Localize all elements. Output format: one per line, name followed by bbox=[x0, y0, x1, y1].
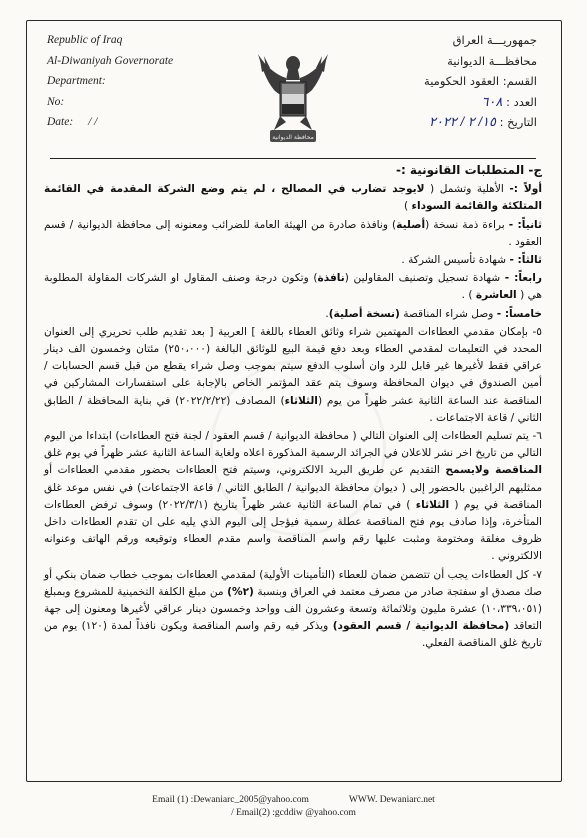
clause-6-bid-submission: ٦- يتم تسليم العطاءات إلى العنوان التالي ( محافظة الديوانية / قسم العقود / لجنة فتح العطاءات) ابتداءا من اليوم التالي من تاريخ اخر نشر للاعلان في الجرائد الرسمية المذكورة اعلاه ولغاية الساعة الثانية عشر ظهراً في يوم غلق المناقصة ولايسمح التقديم عن طريق البريد الالكتروني، وسيتم فتح العطاءات بحضور مقدمي العطاءات أو ممثليهم الراغبين بالحضور إلى ( ديوان محافظة الديوانية / الطابق الثاني / قاعة الاجتماعات) في نفس موعد غلق المناقصة في يوم ( الثلاثاء ) في تمام الساعة الثانية عشر ظهراً بتاريخ (٢٠٢٢/٣/١) وسوف ترفض العطاءات المتأخرة، وإذا صادف يوم فتح المناقصة عطلة رسمية فيؤجل إلى اليوم الذي يليه على ان تقدم العطاءات داخل ظروف مغلقة ومختومة ومثبت عليها رقم واسم المناقصة واسم مقدم العطاء وتوقيعه ورقم الهاتف وعنوانه الالكتروني . bbox=[44, 430, 542, 563]
date-label-en: Date: bbox=[47, 116, 74, 128]
number-label-en: No: bbox=[47, 95, 65, 108]
req-first-label: أولاً :- bbox=[509, 183, 542, 196]
requirement-fourth: رابعاً: - شهادة تسجيل وتصنيف المقاولين (نافذة) وتكون درجة وصنف المقاول او الشركات المقاولة المطلوبة هي ( العاشرة ) . bbox=[44, 272, 542, 302]
country-name-ar: جمهوريـــة العراق bbox=[452, 33, 537, 47]
requirement-second: ثانياً: - براءة ذمة نسخة (أصلية) ونافذة صادرة من الهيئة العامة للضرائب ومعنونه إلى محافظة الديوانية / قسم العقود . bbox=[44, 218, 542, 248]
header-divider bbox=[50, 158, 536, 159]
department-ar: القسم: العقود الحكومية bbox=[424, 74, 537, 88]
footer-website: WWW. Dewaniarc.net bbox=[348, 795, 435, 805]
number-line-ar bbox=[367, 92, 537, 113]
requirement-fifth: خامساً: - وصل شراء المناقصة (نسخة أصلية). bbox=[325, 307, 542, 320]
footer-contact bbox=[0, 794, 587, 820]
header-arabic bbox=[367, 30, 537, 133]
req-fourth-label: رابعاً: - bbox=[504, 272, 542, 285]
footer-email-2: / Email(2) :gcddiw @yahoo.com bbox=[231, 808, 356, 818]
number-label-ar: العدد : bbox=[506, 94, 537, 109]
date-value-handwritten: ١٥/ ٢ / ٢٠٢٢ bbox=[428, 114, 496, 129]
number-value-handwritten: ٦٠٨ bbox=[481, 93, 503, 109]
iraq-eagle-emblem bbox=[256, 50, 330, 148]
country-name-en: Republic of Iraq bbox=[47, 34, 123, 46]
clause-7-bid-guarantee: ٧- كل العطاءات يجب أن تتضمن ضمان للعطاء (التأمينات الأولية) لمقدمي العطاءات بموجب خطاب ضمان بنكي أو صك مصدق او سفتجة صادر من مصرف معتمد في العراق وبنسبة (٢%) من مبلغ الكلفة التخمينية للمشروع وبمبلغ (١٠،٣٣٩،٠٥١) عشرة مليون وثلاثمائة وتسعة وعشرون الف وواحد وخمسون دينار عراقي لأغيرها ومعنون إلى جهة التعاقد (محافظة الديوانية / قسم العقود) ويذكر فيه رقم واسم المناقصة ويكون نافذاً لمدة (١٢٠) يوم من تاريخ غلق المناقصة الفعلي. bbox=[44, 568, 542, 650]
footer-email-1: Email (1) :Dewaniarc_2005@yahoo.com bbox=[152, 795, 309, 805]
legal-requirements-body bbox=[44, 162, 542, 654]
requirement-third: ثالثاً: - شهادة تأسيس الشركة . bbox=[401, 254, 542, 267]
req-third-label: ثالثاً: - bbox=[509, 254, 542, 267]
date-line-ar bbox=[367, 112, 537, 133]
governorate-name-ar: محافظـــة الديوانية bbox=[447, 53, 537, 68]
section-heading: ج- المتطلبات القانونية :- bbox=[395, 163, 542, 177]
date-label-ar: التاريخ : bbox=[499, 115, 537, 129]
date-placeholder-en: / / bbox=[88, 116, 98, 128]
governorate-name-en: Al-Diwaniyah Governorate bbox=[47, 54, 174, 67]
emblem-caption: محافظة الديوانية bbox=[272, 134, 314, 141]
date-line-en bbox=[47, 112, 237, 133]
footer-line-1 bbox=[0, 794, 587, 807]
department-label-en: Department: bbox=[47, 75, 106, 87]
req-second-label: ثانياً: - bbox=[508, 218, 542, 231]
header-english bbox=[47, 30, 237, 133]
req-fifth-label: خامساً: - bbox=[496, 307, 542, 320]
requirement-first: أولاً :- الأهلية وتشمل ( لايوجد تضارب في المصالح ، لم يتم وضع الشركة المقدمة في القائمة المتلكئة والقائمة السوداء ) bbox=[44, 183, 542, 213]
clause-5-documents-purchase: ٥- بإمكان مقدمي العطاءات المهتمين شراء وثائق العطاء باللغة ] العربية [ بعد تقديم طلب تحريري إلى العنوان المحدد في التعليمات لمقدمي العطاء وبعد دفع قيمة البيع للوثائق البالغة (٢٥٠،٠٠٠) مئتان وخمسون الف دينار عراقي فقط لأغيرها غير قابل للرد وان أسلوب الدفع سيتم بموجب وصل شراء يقطع من قبل قسم الحسابات / أمين الصندوق في ديوان المحافظة وسوف يتم عقد المؤتمر الخاص بالإجابة على استفسارات المشاركين في المناقصة عند الساعة الثانية عشر ظهراً من يوم (الثلاثاء) المصادف (٢٠٢٢/٢/٢٢) في بناية المحافظة / الطابق الثاني / قاعة الاجتماعات . bbox=[44, 325, 542, 424]
